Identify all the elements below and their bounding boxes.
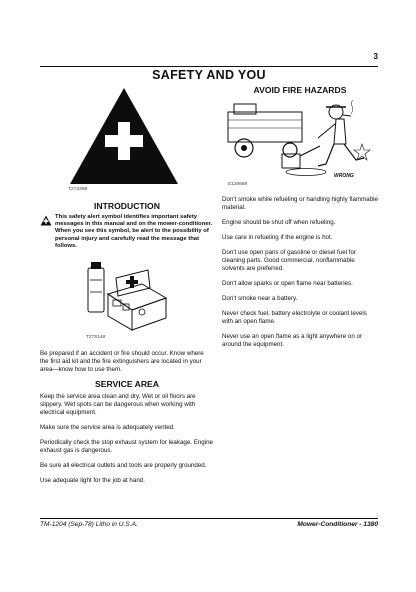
service-paragraph: Keep the service area clean and dry. Wet or oil floors are slippery. Wet spots can be dangerous when working with electrical equipment. [40,393,196,417]
footer-publication: TM-1204 (Sep-78) Litho in U.S.A. [40,521,138,528]
fire-paragraph: Don't allow sparks or open flame near batteries. [222,280,353,287]
introduction-heading: INTRODUCTION [94,201,160,211]
fire-paragraph: Don't smoke while refueling or handling highly flammable material. [222,196,378,211]
introduction-text: This safety alert symbol identifies important safety messages in this manual and on the mower-conditioner. When you see this symbol, be alert to the possibility of personal injury and carefully read the message that follows. [55,214,213,249]
service-paragraph: Be sure all electrical outlets and tools are properly grounded. [40,462,207,470]
service-paragraph: Periodically check the stop exhaust system for leakage. Engine exhaust gas is dangerous. [40,439,213,455]
first-aid-figure [86,260,214,334]
footer-model: Mower-Conditioner - 1380 [297,521,378,528]
page-title: SAFETY AND YOU [152,68,266,82]
service-paragraph: Use adequate light for the job at hand. [40,477,145,485]
figure-caption: T275148 [86,335,106,341]
safety-alert-icon [40,215,52,226]
figure-caption: T273390 [68,187,88,192]
fire-hazard-figure [222,98,378,180]
figure-caption: E128668 [228,182,248,187]
safety-alert-large-icon [68,86,180,186]
fire-paragraph: Engine should be shut off when refueling. [222,219,336,226]
service-area-heading: SERVICE AREA [95,379,159,390]
top-rule [40,66,378,67]
page-number: 3 [373,52,378,61]
bottom-rule [40,518,378,519]
wrong-label: WRONG [334,173,354,179]
safety-alert-message [40,214,214,250]
safety-triangle-figure [68,86,214,186]
first-aid-kit-icon [86,260,170,334]
left-column [40,86,214,492]
fire-paragraph: Never check fuel, battery electrolyte or coolant levels with an open flame. [222,310,367,325]
fire-paragraph: Don't use open pans of gasoline or diesel fuel for cleaning parts. Good commercial, nonflammable solvents are preferred. [222,249,356,272]
refueling-illustration [222,98,378,180]
prepared-paragraph: Be prepared if an accident or fire should occur. Know where the first aid kit and the fire extinguishers are located in your area—know how to use them. [40,350,204,374]
fire-paragraph: Use care in refueling if the engine is hot. [222,234,333,241]
avoid-fire-hazards-heading: AVOID FIRE HAZARDS [253,85,347,95]
right-column [222,86,378,356]
service-paragraph: Make sure the service area is adequately vented. [40,424,175,432]
fire-paragraph: Don't smoke near a battery. [222,295,298,302]
fire-paragraph: Never use an open flame as a light anywhere on or around the equipment. [222,333,362,348]
